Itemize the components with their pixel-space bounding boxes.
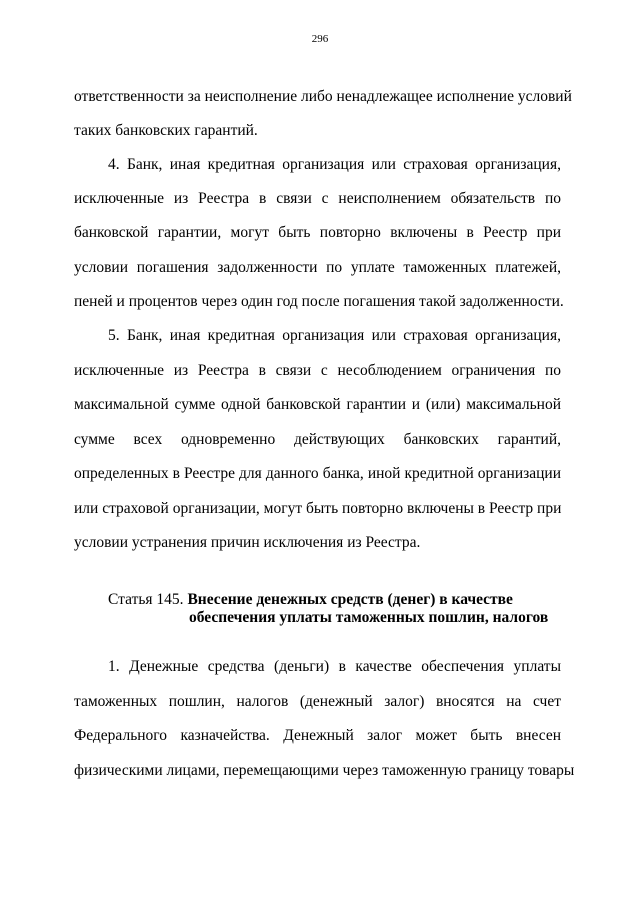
- article-number: Статья 145.: [108, 591, 184, 608]
- paragraph-line: исключенные из Реестра в связи с неисполнением обязательств по: [74, 190, 561, 207]
- paragraph-line: Федерального казначейства. Денежный залог может быть внесен: [74, 727, 561, 744]
- article-heading: [108, 590, 513, 609]
- article-title-line2: обеспечения уплаты таможенных пошлин, налогов: [189, 609, 549, 626]
- paragraph-line: условии устранения причин исключения из Реестра.: [74, 534, 421, 551]
- paragraph-line: 1. Денежные средства (деньги) в качестве обеспечения уплаты: [108, 658, 561, 675]
- paragraph-line: ответственности за неисполнение либо ненадлежащее исполнение условий: [74, 88, 572, 105]
- paragraph-line: 5. Банк, иная кредитная организация или страховая организация,: [108, 327, 561, 344]
- paragraph-line: условии погашения задолженности по уплате таможенных платежей,: [74, 259, 561, 276]
- paragraph-line: определенных в Реестре для данного банка, иной кредитной организации: [74, 465, 561, 482]
- paragraph-line: таможенных пошлин, налогов (денежный залог) вносятся на счет: [74, 693, 561, 710]
- page-number: 296: [311, 33, 329, 45]
- paragraph-line: максимальной сумме одной банковской гарантии и (или) максимальной: [74, 396, 561, 413]
- paragraph-line: 4. Банк, иная кредитная организация или страховая организация,: [108, 156, 561, 173]
- paragraph-line: пеней и процентов через один год после погашения такой задолженности.: [74, 293, 564, 310]
- paragraph-line: физическими лицами, перемещающими через таможенную границу товары: [74, 762, 575, 779]
- paragraph-line: или страховой организации, могут быть повторно включены в Реестр при: [74, 500, 562, 517]
- paragraph-line: сумме всех одновременно действующих банковских гарантий,: [74, 431, 561, 448]
- paragraph-line: исключенные из Реестра в связи с несоблюдением ограничения по: [74, 362, 561, 379]
- paragraph-line: банковской гарантии, могут быть повторно включены в Реестр при: [74, 224, 561, 241]
- paragraph-line: таких банковских гарантий.: [74, 122, 258, 139]
- article-title-line1: Внесение денежных средств (денег) в качестве: [187, 591, 513, 608]
